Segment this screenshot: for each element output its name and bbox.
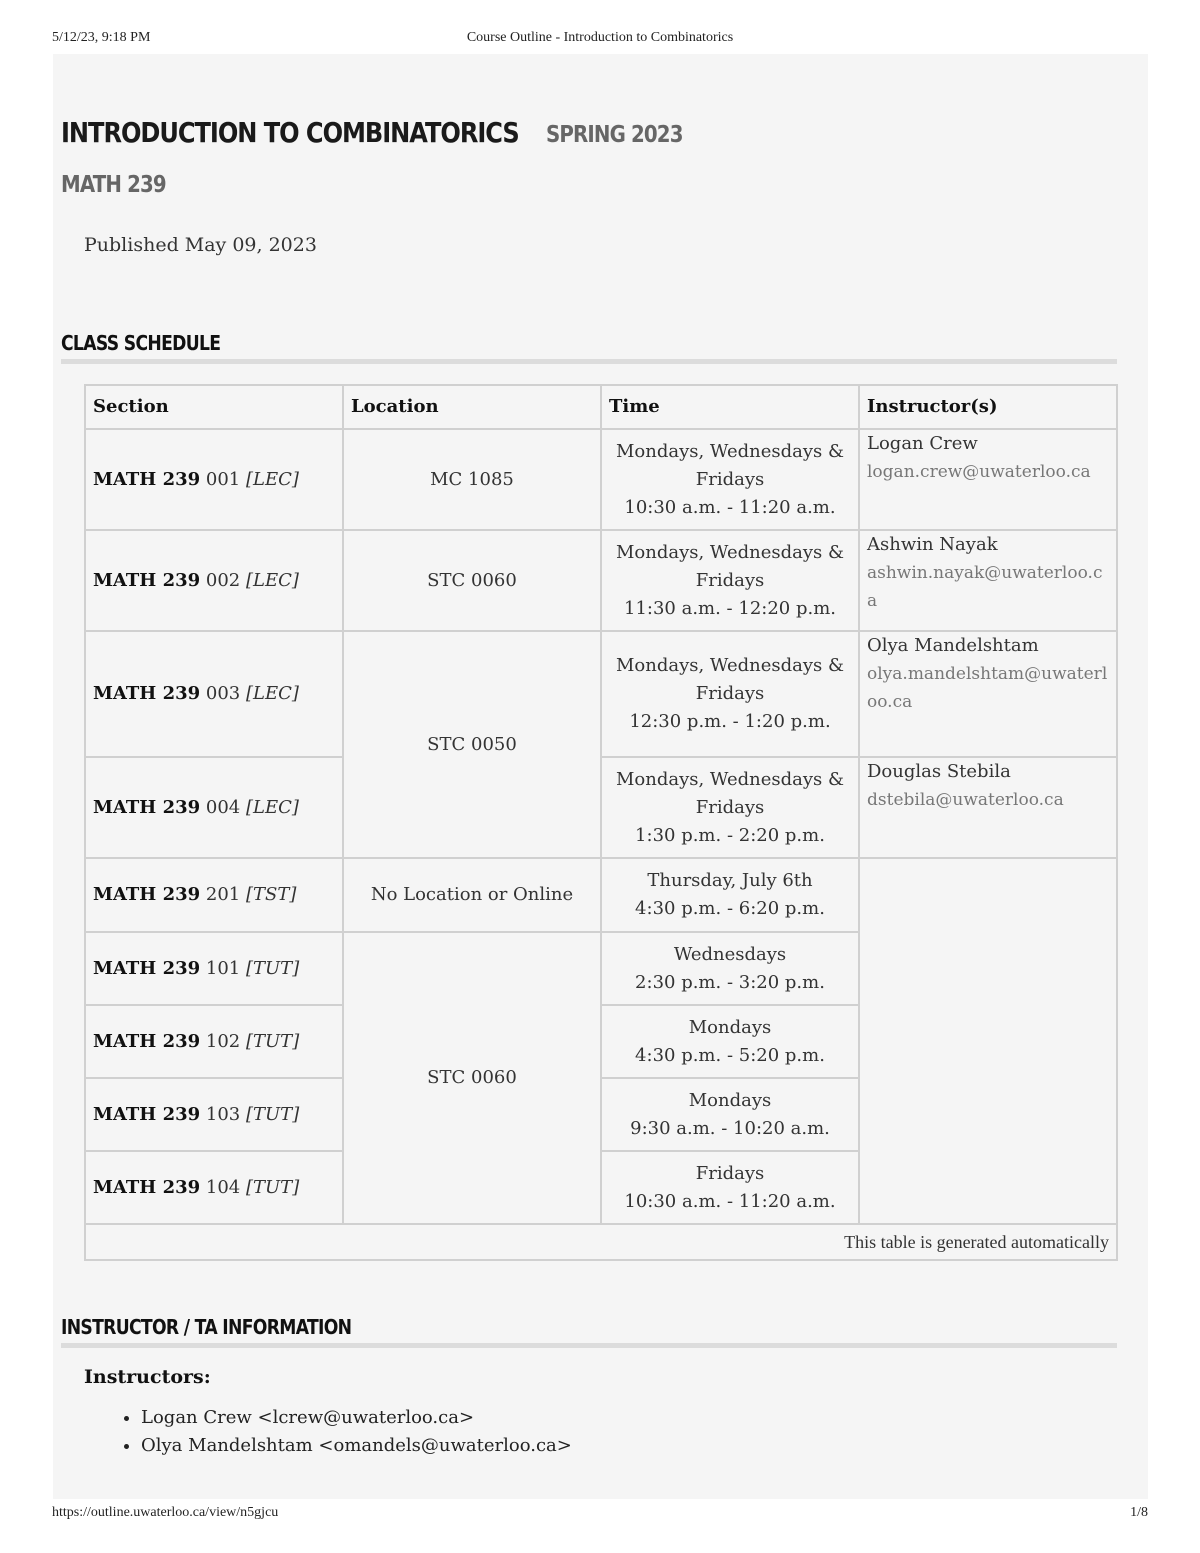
section-cell: MATH 239 103 [TUT] — [85, 1078, 343, 1151]
location-cell: STC 0060 — [343, 530, 601, 631]
location-cell: STC 0050 — [343, 631, 601, 858]
instructor-list — [115, 1404, 572, 1460]
time-cell: Mondays 9:30 a.m. - 10:20 a.m. — [601, 1078, 859, 1151]
instructors-label: Instructors: — [84, 1366, 211, 1388]
table-row — [85, 757, 1117, 858]
course-title: INTRODUCTION TO COMBINATORICS — [61, 116, 519, 149]
column-header: Time — [601, 385, 859, 429]
table-header-row — [85, 385, 1117, 429]
table-row — [85, 530, 1117, 631]
course-code: MATH 239 — [61, 172, 166, 198]
table-row — [85, 631, 1117, 757]
section-cell: MATH 239 003 [LEC] — [85, 631, 343, 757]
print-page-title: Course Outline - Introduction to Combinatorics — [466, 30, 734, 45]
table-footnote: This table is generated automatically — [85, 1224, 1117, 1260]
column-header: Location — [343, 385, 601, 429]
location-cell: MC 1085 — [343, 429, 601, 530]
class-schedule-heading: CLASS SCHEDULE — [61, 331, 221, 355]
time-cell: Fridays 10:30 a.m. - 11:20 a.m. — [601, 1151, 859, 1224]
table-row — [85, 858, 1117, 932]
instructor-cell — [859, 530, 1117, 631]
time-cell: Mondays, Wednesdays & Fridays 1:30 p.m. - 2:20 p.m. — [601, 757, 859, 858]
print-header — [52, 30, 1148, 50]
course-term: SPRING 2023 — [546, 122, 683, 148]
instructor-cell-empty — [859, 858, 1117, 1224]
class-schedule-table — [84, 384, 1118, 1261]
section-divider — [61, 1343, 1117, 1348]
time-cell: Mondays, Wednesdays & Fridays 12:30 p.m. - 1:20 p.m. — [601, 631, 859, 757]
section-cell: MATH 239 004 [LEC] — [85, 757, 343, 858]
instructor-cell — [859, 429, 1117, 530]
print-footer — [52, 1505, 1148, 1525]
print-datetime: 5/12/23, 9:18 PM — [52, 30, 151, 45]
time-cell: Mondays, Wednesdays & Fridays 10:30 a.m. - 11:20 a.m. — [601, 429, 859, 530]
section-cell: MATH 239 102 [TUT] — [85, 1005, 343, 1078]
published-date: Published May 09, 2023 — [84, 234, 317, 256]
instructor-cell — [859, 757, 1117, 858]
table-row — [85, 429, 1117, 530]
instructor-cell — [859, 631, 1117, 757]
list-item: • Logan Crew <lcrew@uwaterloo.ca> — [141, 1404, 572, 1432]
instructor-ta-heading: INSTRUCTOR / TA INFORMATION — [61, 1315, 352, 1339]
instructor-name: Olya Mandelshtam — [867, 635, 1039, 656]
time-cell: Wednesdays 2:30 p.m. - 3:20 p.m. — [601, 932, 859, 1005]
list-item: • Olya Mandelshtam <omandels@uwaterloo.ca> — [141, 1432, 572, 1460]
section-cell: MATH 239 201 [TST] — [85, 858, 343, 932]
time-cell: Mondays 4:30 p.m. - 5:20 p.m. — [601, 1005, 859, 1078]
instructor-email[interactable]: ashwin.nayak@uwaterloo.ca — [867, 563, 1103, 611]
section-divider — [61, 359, 1117, 364]
course-outline-page — [53, 54, 1148, 1499]
section-cell: MATH 239 104 [TUT] — [85, 1151, 343, 1224]
location-cell: STC 0060 — [343, 932, 601, 1224]
print-url: https://outline.uwaterloo.ca/view/n5gjcu — [52, 1505, 279, 1520]
instructor-name: Douglas Stebila — [867, 761, 1011, 782]
instructor-email[interactable]: olya.mandelshtam@uwaterloo.ca — [867, 664, 1108, 712]
instructor-email[interactable]: logan.crew@uwaterloo.ca — [867, 462, 1091, 482]
course-headline — [61, 116, 705, 149]
time-cell: Mondays, Wednesdays & Fridays 11:30 a.m. - 12:20 p.m. — [601, 530, 859, 631]
section-cell: MATH 239 101 [TUT] — [85, 932, 343, 1005]
column-header: Section — [85, 385, 343, 429]
instructor-name: Ashwin Nayak — [867, 534, 998, 555]
table-footnote-row — [85, 1224, 1117, 1260]
time-cell: Thursday, July 6th 4:30 p.m. - 6:20 p.m. — [601, 858, 859, 932]
column-header: Instructor(s) — [859, 385, 1117, 429]
page-number: 1/8 — [1130, 1505, 1148, 1520]
section-cell: MATH 239 001 [LEC] — [85, 429, 343, 530]
location-cell: No Location or Online — [343, 858, 601, 932]
instructor-email[interactable]: dstebila@uwaterloo.ca — [867, 790, 1064, 810]
instructor-name: Logan Crew — [867, 433, 978, 454]
section-cell: MATH 239 002 [LEC] — [85, 530, 343, 631]
